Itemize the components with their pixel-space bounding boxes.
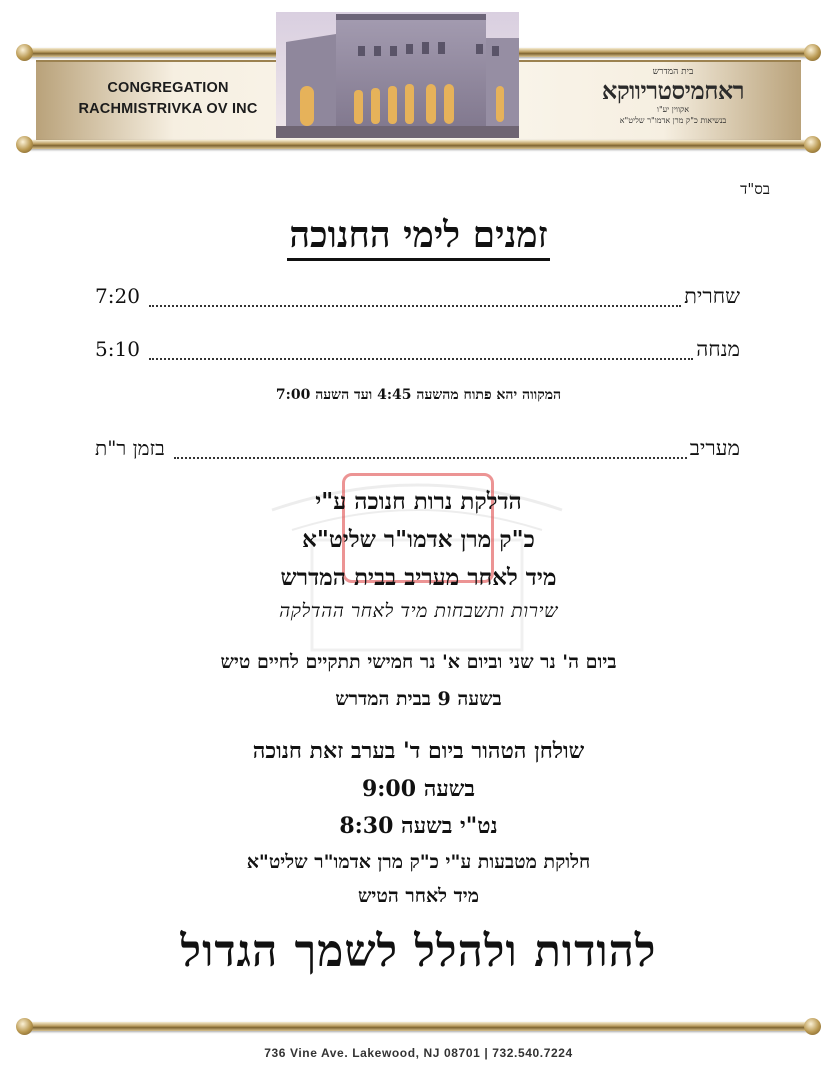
rod-knob-right	[804, 136, 821, 153]
dotted-leader	[149, 357, 693, 360]
footer-rod	[22, 1022, 815, 1031]
org-name-en-line1: CONGREGATION	[107, 80, 229, 96]
org-name-english	[68, 78, 268, 120]
lighting-line-1: הדלקת נרות חנוכה ע"י	[315, 488, 522, 515]
mikvah-note: המקווה יהא פתוח מהשעה 4:45 ועד השעה 7:00	[275, 387, 562, 403]
rod-knob-left	[16, 44, 33, 61]
zos-line-2: בשעה 9:00	[362, 776, 475, 802]
rod-knob-right	[804, 1018, 821, 1035]
lighting-line-2: כ"ק מרן אדמו"ר שליט"א	[302, 526, 535, 553]
schedule-row-maariv	[95, 436, 740, 466]
bsd-mark: בס"ד	[740, 180, 770, 198]
page-title	[0, 208, 837, 262]
org-name-hebrew	[560, 66, 786, 126]
zos-line-1: שולחן הטהור ביום ד' בערב זאת חנוכה	[252, 738, 585, 764]
org-he-bottom: בנשיאות כ"ק מרן אדמו"ר שליט"א	[619, 116, 727, 125]
banner-bottom-rod	[22, 140, 815, 149]
org-he-top: בית המדרש	[652, 67, 694, 77]
closing-verse: להודות ולהלל לשמך הגדול	[180, 926, 657, 977]
schedule-time: 7:20	[95, 284, 140, 308]
schedule-row-mincha	[95, 337, 740, 367]
lighting-line-3: מיד לאחר מעריב בבית המדרש	[280, 564, 557, 591]
zos-line-3: נט"י בשעה 8:30	[339, 813, 498, 839]
page-title-text: זמנים לימי החנוכה	[287, 214, 549, 261]
org-he-name: ראחמיסטריווקא	[601, 76, 745, 105]
schedule-time: 5:10	[95, 337, 140, 361]
schedule-row-shacharis	[95, 284, 740, 314]
schedule-label: מנחה	[696, 337, 740, 361]
schedule-label: שחרית	[684, 284, 740, 308]
org-he-sub: אקווין יע"ו	[656, 105, 690, 114]
schedule-label: מעריב	[689, 436, 740, 460]
footer-address: 736 Vine Ave. Lakewood, NJ 08701 | 732.540.7224	[264, 1046, 573, 1060]
schedule-time: בזמן ר"ת	[95, 436, 165, 460]
building-image	[276, 12, 519, 138]
zos-line-5: מיד לאחר הטיש	[357, 885, 480, 907]
tish-line-2: בשעה 9 בבית המדרש	[335, 688, 502, 710]
rod-knob-left	[16, 136, 33, 153]
rod-knob-right	[804, 44, 821, 61]
dotted-leader	[149, 304, 681, 307]
org-name-en-line2: RACHMISTRIVKA OV INC	[78, 101, 258, 117]
tish-line-1: ביום ה' נר שני וביום א' נר חמישי תתקיים לחיים טיש	[220, 651, 617, 673]
rod-knob-left	[16, 1018, 33, 1035]
zos-line-4: חלוקת מטבעות ע"י כ"ק מרן אדמו"ר שליט"א	[246, 851, 591, 873]
lighting-line-4: שירות ותשבחות מיד לאחר ההדלקה	[279, 600, 558, 622]
dotted-leader	[174, 456, 687, 459]
